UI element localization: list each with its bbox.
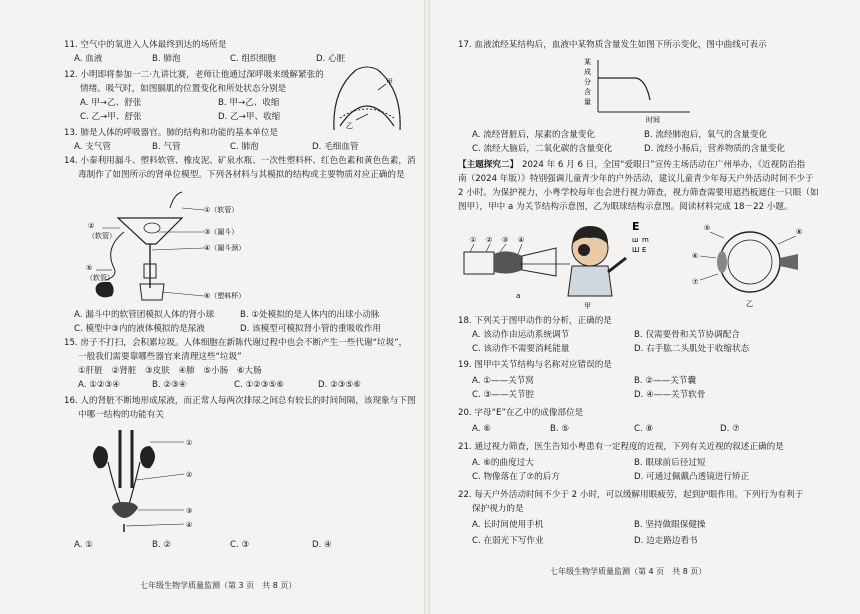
topic-title: 【主题探究二】 — [458, 160, 519, 170]
nephron-label-6: ⑥（塑料杯） — [204, 292, 246, 300]
q12-option-d: D. 乙→甲、收缩 — [218, 112, 281, 122]
eyeball-label-7: ⑦ — [692, 278, 699, 286]
nephron-label-4: ④（漏斗颈） — [204, 244, 246, 252]
q12-line-2: 情绪。吸气时，如图膈肌的位置变化和所处状态分别是 — [80, 84, 287, 94]
q14-option-b: B. ①处模拟的是人体内的出球小动脉 — [240, 310, 380, 320]
eyeball-label-8: ⑧ — [796, 228, 803, 236]
q17-xlabel: 时间 — [646, 116, 660, 124]
q12-line-1: 12. 小明即将参加一二·九讲比赛，老师让他通过深呼吸来缓解紧张的 — [64, 70, 324, 80]
q21-stem: 21. 通过视力筛查，医生告知小粤患有一定程度的近视，下列有关近视的叙述正确的是 — [458, 442, 784, 452]
q17-ylabel-char-1: 某 — [584, 58, 591, 66]
q15-option-d: D. ②③⑤⑥ — [318, 380, 361, 390]
eyeball-figure — [692, 224, 802, 308]
q22-option-b: B. 坚持做眼保健操 — [634, 520, 706, 530]
q17-ylabel-char-5: 量 — [584, 98, 591, 106]
q18-option-b: B. 仅需要骨和关节协调配合 — [634, 330, 740, 340]
q13-option-c: C. 肺泡 — [230, 142, 259, 152]
q19-option-b: B. ②——关节囊 — [634, 376, 697, 386]
q21-option-c: C. 物像落在了⑦的后方 — [472, 472, 560, 482]
q12-option-b: B. 甲→乙、收缩 — [218, 98, 280, 108]
q15-line-3: ①肝脏 ②肾脏 ③皮肤 ④肺 ⑤小肠 ⑥大肠 — [78, 366, 262, 376]
q13-option-a: A. 支气管 — [74, 142, 111, 152]
q18-stem: 18. 下列关于图甲动作的分析，正确的是 — [458, 316, 612, 326]
q20-stem: 20. 字母“E”在乙中的成像部位是 — [458, 408, 584, 418]
q12-option-a: A. 甲→乙、舒张 — [80, 98, 142, 108]
q16-option-d: D. ④ — [312, 540, 332, 550]
q17-option-a: A. 流经肾脏后，尿素的含量变化 — [472, 130, 595, 140]
eye-chart-letter-2: ш — [632, 236, 639, 244]
nephron-label-2: ② — [88, 222, 95, 230]
q22-option-d: D. 边走路边看书 — [634, 536, 698, 546]
joint-label-4: ④ — [518, 236, 525, 244]
q21-option-a: A. ⑥的曲度过大 — [472, 458, 534, 468]
nephron-model-figure — [84, 188, 254, 306]
q20-option-a: A. ⑥ — [472, 424, 491, 434]
q17-option-d: D. 流经小肠后，营养物质的含量变化 — [644, 144, 785, 154]
joint-label-3: ③ — [502, 236, 509, 244]
topic-line-3: 2 小时。为保护视力，小粤学校每年也会进行视力筛查，视力筛查需要用遮挡板遮住一只眼（如 — [458, 188, 819, 198]
q17-stem: 17. 血液流经某结构后，血液中某物质含量发生如图下所示变化，图中曲线可表示 — [458, 40, 767, 50]
q14-line-1: 14. 小秦利用漏斗、塑料软管、橡皮泥、矿泉水瓶、一次性塑料杯、红色色素和黄色色素，消 — [64, 156, 416, 166]
q22-line-1: 22. 每天户外活动时间不少于 2 小时，可以缓解用眼疲劳，起到护眼作用。下列行为有利于 — [458, 490, 804, 500]
q13-option-d: D. 毛细血管 — [312, 142, 359, 152]
joint-label-2: ② — [486, 236, 493, 244]
q11-option-c: C. 组织细胞 — [230, 54, 276, 64]
q17-curve — [598, 78, 650, 100]
q13-stem: 13. 肺是人体的呼吸器官。肺的结构和功能的基本单位是 — [64, 128, 279, 138]
diaphragm-label-jia: 甲 — [386, 78, 393, 86]
q18-option-a: A. 该动作由运动系统调节 — [472, 330, 570, 340]
q17-ylabel-char-4: 含 — [584, 88, 591, 96]
left-page-footer: 七年级生物学质量监测（第 3 页 共 8 页） — [140, 581, 297, 590]
q15-line-1: 15. 房子不打扫，会积累垃圾。人体细胞在新陈代谢过程中也会不断产生一些代谢“垃圾”， — [64, 338, 408, 348]
q18-option-c: C. 该动作不需要消耗能量 — [472, 344, 570, 354]
q19-option-c: C. ③——关节腔 — [472, 390, 535, 400]
q16-option-c: C. ③ — [230, 540, 250, 550]
q15-option-a: A. ①②③④ — [78, 380, 121, 390]
q14-line-2: 毒制作了如图所示的肾单位模型。下列各材料与其模拟的结构或主要物质对应正确的是 — [78, 170, 405, 180]
q13-option-b: B. 气管 — [152, 142, 181, 152]
q19-option-d: D. ④——关节软骨 — [634, 390, 706, 400]
q19-stem: 19. 图甲中关节结构与名称对应错误的是 — [458, 360, 612, 370]
nephron-label-3: ③（漏斗） — [204, 228, 239, 236]
q22-line-2: 保护视力的是 — [472, 504, 524, 514]
eye-chart-figure — [632, 220, 649, 254]
topic-line-1: 2024 年 6 月 6 日，全国“爱眼日”宣传主场活动在广州举办，《近视防治指 — [522, 160, 806, 170]
q17-ylabel-char-3: 分 — [584, 78, 591, 86]
urinary-label-2: ② — [186, 471, 193, 479]
q19-option-a: A. ①——关节窝 — [472, 376, 534, 386]
q16-option-b: B. ② — [152, 540, 172, 550]
q16-line-1: 16. 人的肾脏不断地形成尿液，而正常人每两次排尿之间总有较长的时间间隔，该现象与下图 — [64, 396, 416, 406]
joint-figure — [464, 236, 556, 300]
q22-option-c: C. 在弱光下写作业 — [472, 536, 544, 546]
eye-chart-letter-3: m — [642, 236, 649, 244]
left-page — [0, 0, 420, 614]
q11-option-b: B. 肺泡 — [152, 54, 181, 64]
eye-chart-letter-1: E — [632, 220, 640, 233]
q14-option-c: C. 模型中③内的液体模拟的是尿液 — [74, 324, 205, 334]
nephron-label-2-note: （软管） — [88, 232, 116, 240]
nephron-label-5: ⑤ — [86, 264, 93, 272]
q22-option-a: A. 长时间使用手机 — [472, 520, 544, 530]
q11-option-d: D. 心脏 — [316, 54, 346, 64]
q14-option-a: A. 漏斗中的软管团模拟人体的肾小球 — [74, 310, 215, 320]
q11-stem: 11. 空气中的氧进入人体最终到达的场所是 — [64, 40, 227, 50]
q18-option-d: D. 右手肱二头肌处于收缩状态 — [634, 344, 750, 354]
q14-option-d: D. 该模型可模拟肾小管的重吸收作用 — [240, 324, 381, 334]
urinary-label-4: ④ — [186, 521, 193, 529]
q15-option-b: B. ②③④ — [152, 380, 187, 390]
q15-line-2: 一般我们需要靠哪些器官来清理这些“垃圾” — [78, 352, 242, 362]
child-label-jia: 甲 — [584, 302, 591, 310]
q17-y-axis-label — [584, 57, 591, 106]
child-figure — [520, 226, 626, 310]
topic-line-2: 南（2024 年版）》特别强调儿童青少年的户外活动，建议儿童青少年每天户外活动时间不少于 — [458, 174, 814, 184]
joint-label-a: a — [516, 292, 521, 300]
q21-option-b: B. 眼球前后径过短 — [634, 458, 706, 468]
q17-option-b: B. 流经肺泡后，氧气的含量变化 — [644, 130, 768, 140]
q16-option-a: A. ① — [74, 540, 93, 550]
eyeball-label-yi: 乙 — [746, 300, 753, 308]
eye-chart-letter-5: E — [642, 246, 647, 254]
eye-chart-letter-4: Ш — [632, 246, 640, 254]
q20-option-c: C. ⑧ — [634, 424, 654, 434]
nephron-label-5-note: （软管） — [86, 274, 114, 282]
q21-option-d: D. 可通过佩戴凸透镜进行矫正 — [634, 472, 750, 482]
q16-line-2: 中哪一结构的功能有关 — [78, 410, 164, 420]
diaphragm-label-yi: 乙 — [346, 122, 353, 130]
q20-option-d: D. ⑦ — [720, 424, 740, 434]
urinary-system-figure — [84, 428, 204, 534]
q17-option-c: C. 流经大脑后，二氧化碳的含量变化 — [472, 144, 613, 154]
eyeball-label-5: ⑤ — [704, 224, 711, 232]
topic-line-4: 图甲），甲中 a 为关节结构示意图，乙为眼球结构示意图。阅读材料完成 18－22 小题。 — [458, 202, 793, 212]
right-page-footer: 七年级生物学质量监测（第 4 页 共 8 页） — [550, 567, 707, 576]
q15-option-c: C. ①②③⑤⑥ — [234, 380, 284, 390]
urinary-label-1: ① — [186, 439, 193, 447]
right-page — [430, 0, 850, 614]
eyeball-label-6: ⑥ — [692, 252, 699, 260]
urinary-label-3: ③ — [186, 507, 193, 515]
diaphragm-figure — [326, 60, 408, 132]
q11-option-a: A. 血液 — [74, 54, 103, 64]
q17-chart — [580, 56, 700, 124]
q20-option-b: B. ⑤ — [550, 424, 570, 434]
q17-ylabel-char-2: 成 — [584, 68, 591, 76]
joint-label-1: ① — [470, 236, 477, 244]
topic-figures — [460, 218, 810, 312]
q12-option-c: C. 乙→甲、舒张 — [80, 112, 142, 122]
nephron-label-1: ①（软管） — [204, 206, 239, 214]
